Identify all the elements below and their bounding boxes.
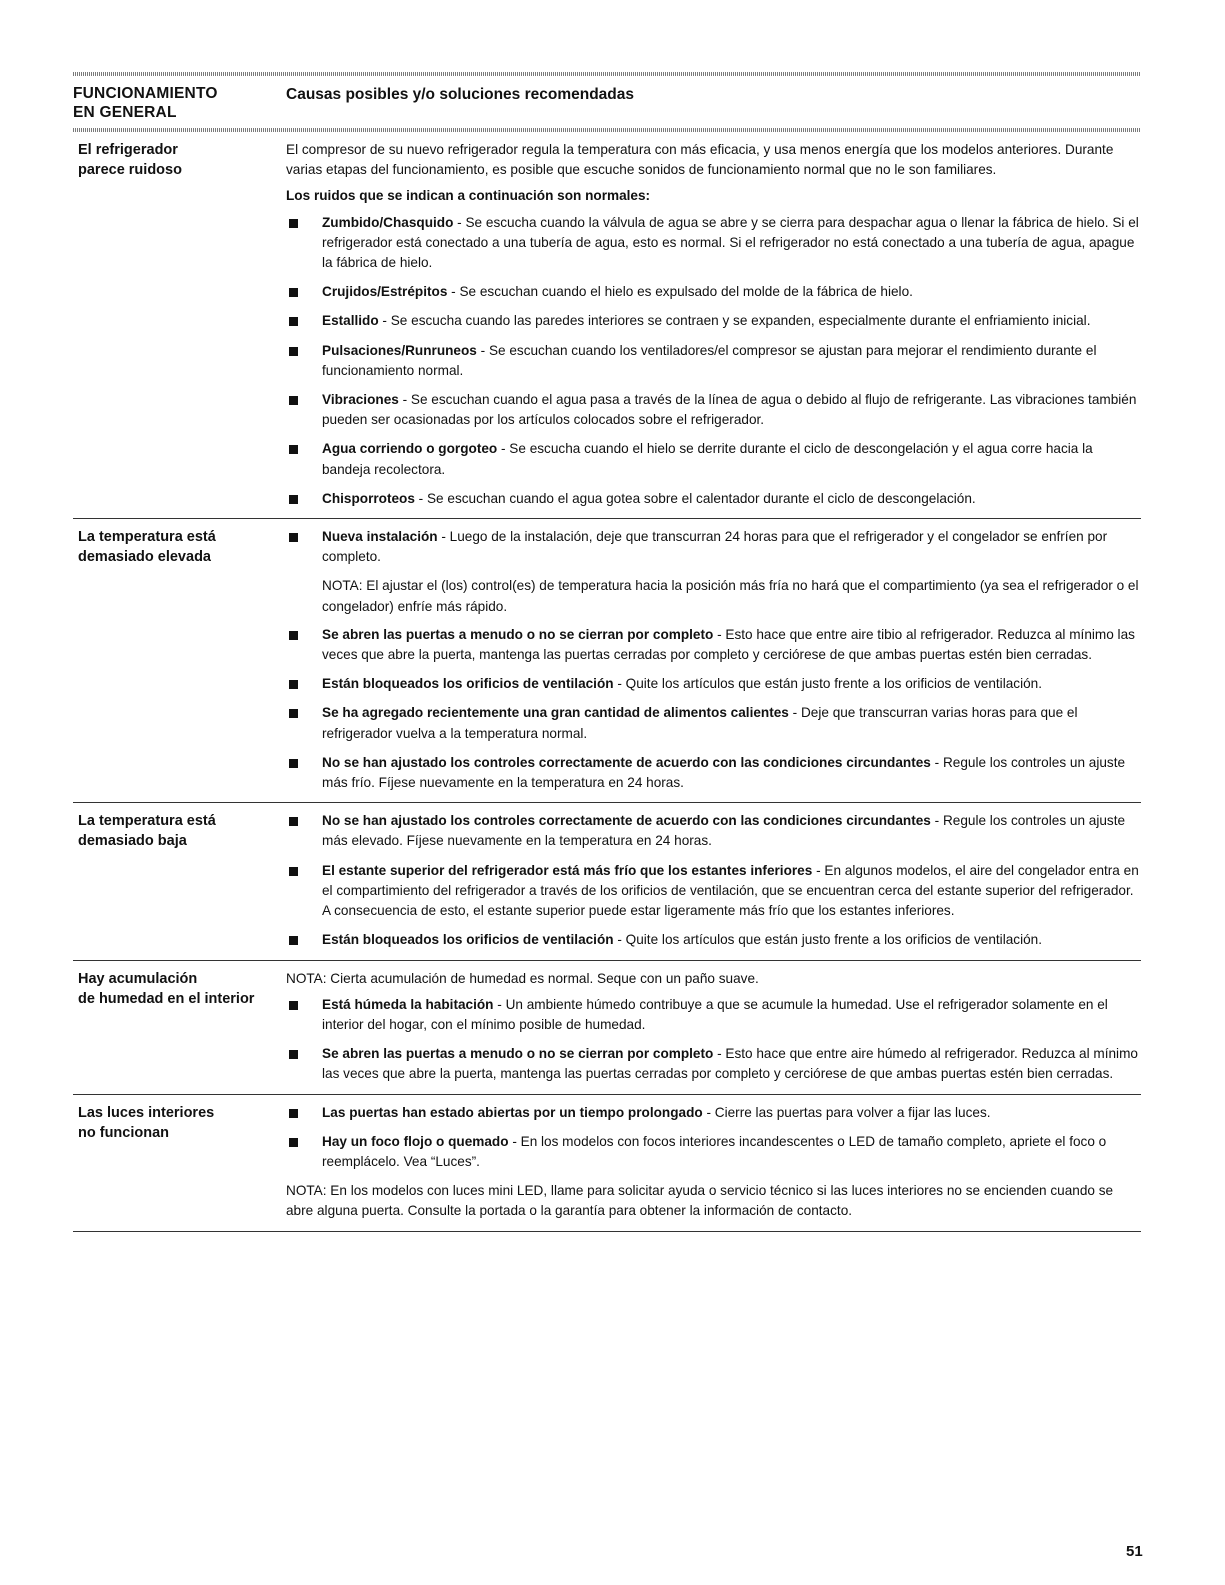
bullet-square-icon	[286, 439, 322, 479]
bullet-square-icon	[286, 527, 322, 567]
section-moisture	[73, 961, 1141, 1094]
section-label: Las luces interiores no funcionan	[78, 1104, 215, 1141]
bullet-square-icon	[286, 390, 322, 430]
list-item: Pulsaciones/Runruneos - Se escuchan cuando los ventiladores/el compresor se ajustan para mejorar el rendimiento durante el funcionamiento normal.	[286, 341, 1141, 381]
header-col1-line1: FUNCIONAMIENTO	[73, 85, 218, 102]
bullet-square-icon	[286, 311, 322, 331]
list-item: Crujidos/Estrépitos - Se escuchan cuando el hielo es expulsado del molde de la fábrica de hielo.	[286, 282, 1141, 302]
section-body	[286, 811, 1141, 950]
note-paragraph: NOTA: En los modelos con luces mini LED, llame para solicitar ayuda o servicio técnico si las luces interiores no se encienden cuando se abre alguna puerta. Consulte la portada o la garantía para obtener la información de contacto.	[286, 1183, 1114, 1219]
list-item: Agua corriendo o gorgoteo - Se escucha cuando el hielo se derrite durante el ciclo de descongelación y el agua corre hacia la bandeja recolectora.	[286, 439, 1141, 479]
section-noisy	[73, 132, 1141, 518]
list-item: Zumbido/Chasquido - Se escucha cuando la válvula de agua se abre y se cierra para despachar agua o llenar la fábrica de hielo. Si el refrigerador está conectado a una tubería de agua, esto es normal. Si el refrigerador no está conectado a una tubería de agua, apague la fábrica de hielo.	[286, 213, 1141, 274]
bullet-square-icon	[286, 282, 322, 302]
section-body	[286, 969, 1141, 1085]
bullet-square-icon	[286, 674, 322, 694]
page-number: 51	[1126, 1543, 1143, 1560]
section-temp-high	[73, 519, 1141, 802]
header-column-1	[73, 84, 286, 122]
list-item: Están bloqueados los orificios de ventilación - Quite los artículos que están justo frente a los orificios de ventilación.	[286, 930, 1141, 950]
section-label: El refrigerador parece ruidoso	[78, 142, 182, 178]
list-item: Se abren las puertas a menudo o no se cierran por completo - Esto hace que entre aire tibio al refrigerador. Reduzca al mínimo las veces que abre la puerta, mantenga las puertas cerradas por completo y cerciórese de que ambas puertas estén bien cerradas.	[286, 625, 1141, 665]
list-item: Están bloqueados los orificios de ventilación - Quite los artículos que están justo frente a los orificios de ventilación.	[286, 674, 1141, 694]
header-col1-line2: EN GENERAL	[73, 104, 177, 121]
list-item: Vibraciones - Se escuchan cuando el agua pasa a través de la línea de agua o debido al flujo de refrigerante. Las vibraciones también pueden ser ocasionadas por los artículos colocados sobre el refrigerador.	[286, 390, 1141, 430]
bottom-rule	[73, 1231, 1141, 1232]
bullet-square-icon	[286, 489, 322, 509]
bullet-square-icon	[286, 1103, 322, 1123]
intro-paragraph: El compresor de su nuevo refrigerador regula la temperatura con más eficacia, y usa menos energía que los modelos anteriores. Durante varias etapas del funcionamiento, es posible que escuche sonidos de funcionamiento normal que no le son familiares.	[286, 142, 1114, 178]
bullet-square-icon	[286, 930, 322, 950]
bullet-square-icon	[286, 753, 322, 793]
section-lights	[73, 1095, 1141, 1231]
list-item: Nueva instalación - Luego de la instalación, deje que transcurran 24 horas para que el refrigerador y el congelador se enfríen por completo.	[286, 527, 1141, 567]
header-column-2: Causas posibles y/o soluciones recomendadas	[286, 86, 635, 103]
bullet-square-icon	[286, 703, 322, 743]
list-item: Hay un foco flojo o quemado - En los modelos con focos interiores incandescentes o LED de tamaño completo, apriete el foco o reemplácelo. Vea “Luces”.	[286, 1132, 1141, 1172]
note-paragraph: NOTA: Cierta acumulación de humedad es normal. Seque con un paño suave.	[286, 970, 759, 986]
bullet-square-icon	[286, 1044, 322, 1084]
list-item: Estallido - Se escucha cuando las paredes interiores se contraen y se expanden, especialmente durante el enfriamiento inicial.	[286, 311, 1141, 331]
list-item: No se han ajustado los controles correctamente de acuerdo con las condiciones circundantes - Regule los controles un ajuste más elevado. Fíjese nuevamente en la temperatura en 24 horas.	[286, 811, 1141, 851]
list-item: Está húmeda la habitación - Un ambiente húmedo contribuye a que se acumule la humedad. Use el refrigerador solamente en el interior del hogar, con el mínimo posible de humedad.	[286, 995, 1141, 1035]
list-item: Se ha agregado recientemente una gran cantidad de alimentos calientes - Deje que transcurran varias horas para que el refrigerador vuelva a la temperatura normal.	[286, 703, 1141, 743]
bullet-square-icon	[286, 213, 322, 274]
subhead: Los ruidos que se indican a continuación son normales:	[286, 188, 651, 204]
section-temp-low	[73, 803, 1141, 959]
troubleshooting-table	[73, 72, 1141, 1232]
bullet-square-icon	[286, 811, 322, 851]
bullet-square-icon	[286, 341, 322, 381]
table-header	[73, 76, 1141, 128]
list-item: El estante superior del refrigerador está más frío que los estantes inferiores - En algunos modelos, el aire del congelador entra en el compartimiento del refrigerador a través de los orificios de ventilación, que se encuentran cerca del estante superior del refrigerador. A consecuencia de esto, el estante superior puede estar ligeramente más frío que los estantes inferiores.	[286, 861, 1141, 922]
list-item: Chisporroteos - Se escuchan cuando el agua gotea sobre el calentador durante el ciclo de descongelación.	[286, 489, 1141, 509]
list-item: No se han ajustado los controles correctamente de acuerdo con las condiciones circundantes - Regule los controles un ajuste más frío. Fíjese nuevamente en la temperatura en 24 horas.	[286, 753, 1141, 793]
section-label: La temperatura está demasiado baja	[78, 813, 216, 850]
section-body	[286, 140, 1141, 509]
section-body	[286, 527, 1141, 793]
section-body	[286, 1103, 1141, 1222]
list-item: Las puertas han estado abiertas por un tiempo prolongado - Cierre las puertas para volver a fijar las luces.	[286, 1103, 1141, 1123]
list-item: Se abren las puertas a menudo o no se cierran por completo - Esto hace que entre aire húmedo al refrigerador. Reduzca al mínimo las veces que abre la puerta, mantenga las puertas cerradas por completo y cerciórese de que ambas puertas estén bien cerradas.	[286, 1044, 1141, 1084]
section-label: Hay acumulación de humedad en el interior	[78, 970, 255, 1007]
bullet-square-icon	[286, 995, 322, 1035]
bullet-square-icon	[286, 1132, 322, 1172]
section-label: La temperatura está demasiado elevada	[78, 529, 216, 566]
note-paragraph: NOTA: El ajustar el (los) control(es) de temperatura hacia la posición más fría no hará que el compartimiento (ya sea el refrigerador o el congelador) enfríe más rápido.	[322, 578, 1139, 614]
bullet-square-icon	[286, 861, 322, 922]
bullet-square-icon	[286, 625, 322, 665]
